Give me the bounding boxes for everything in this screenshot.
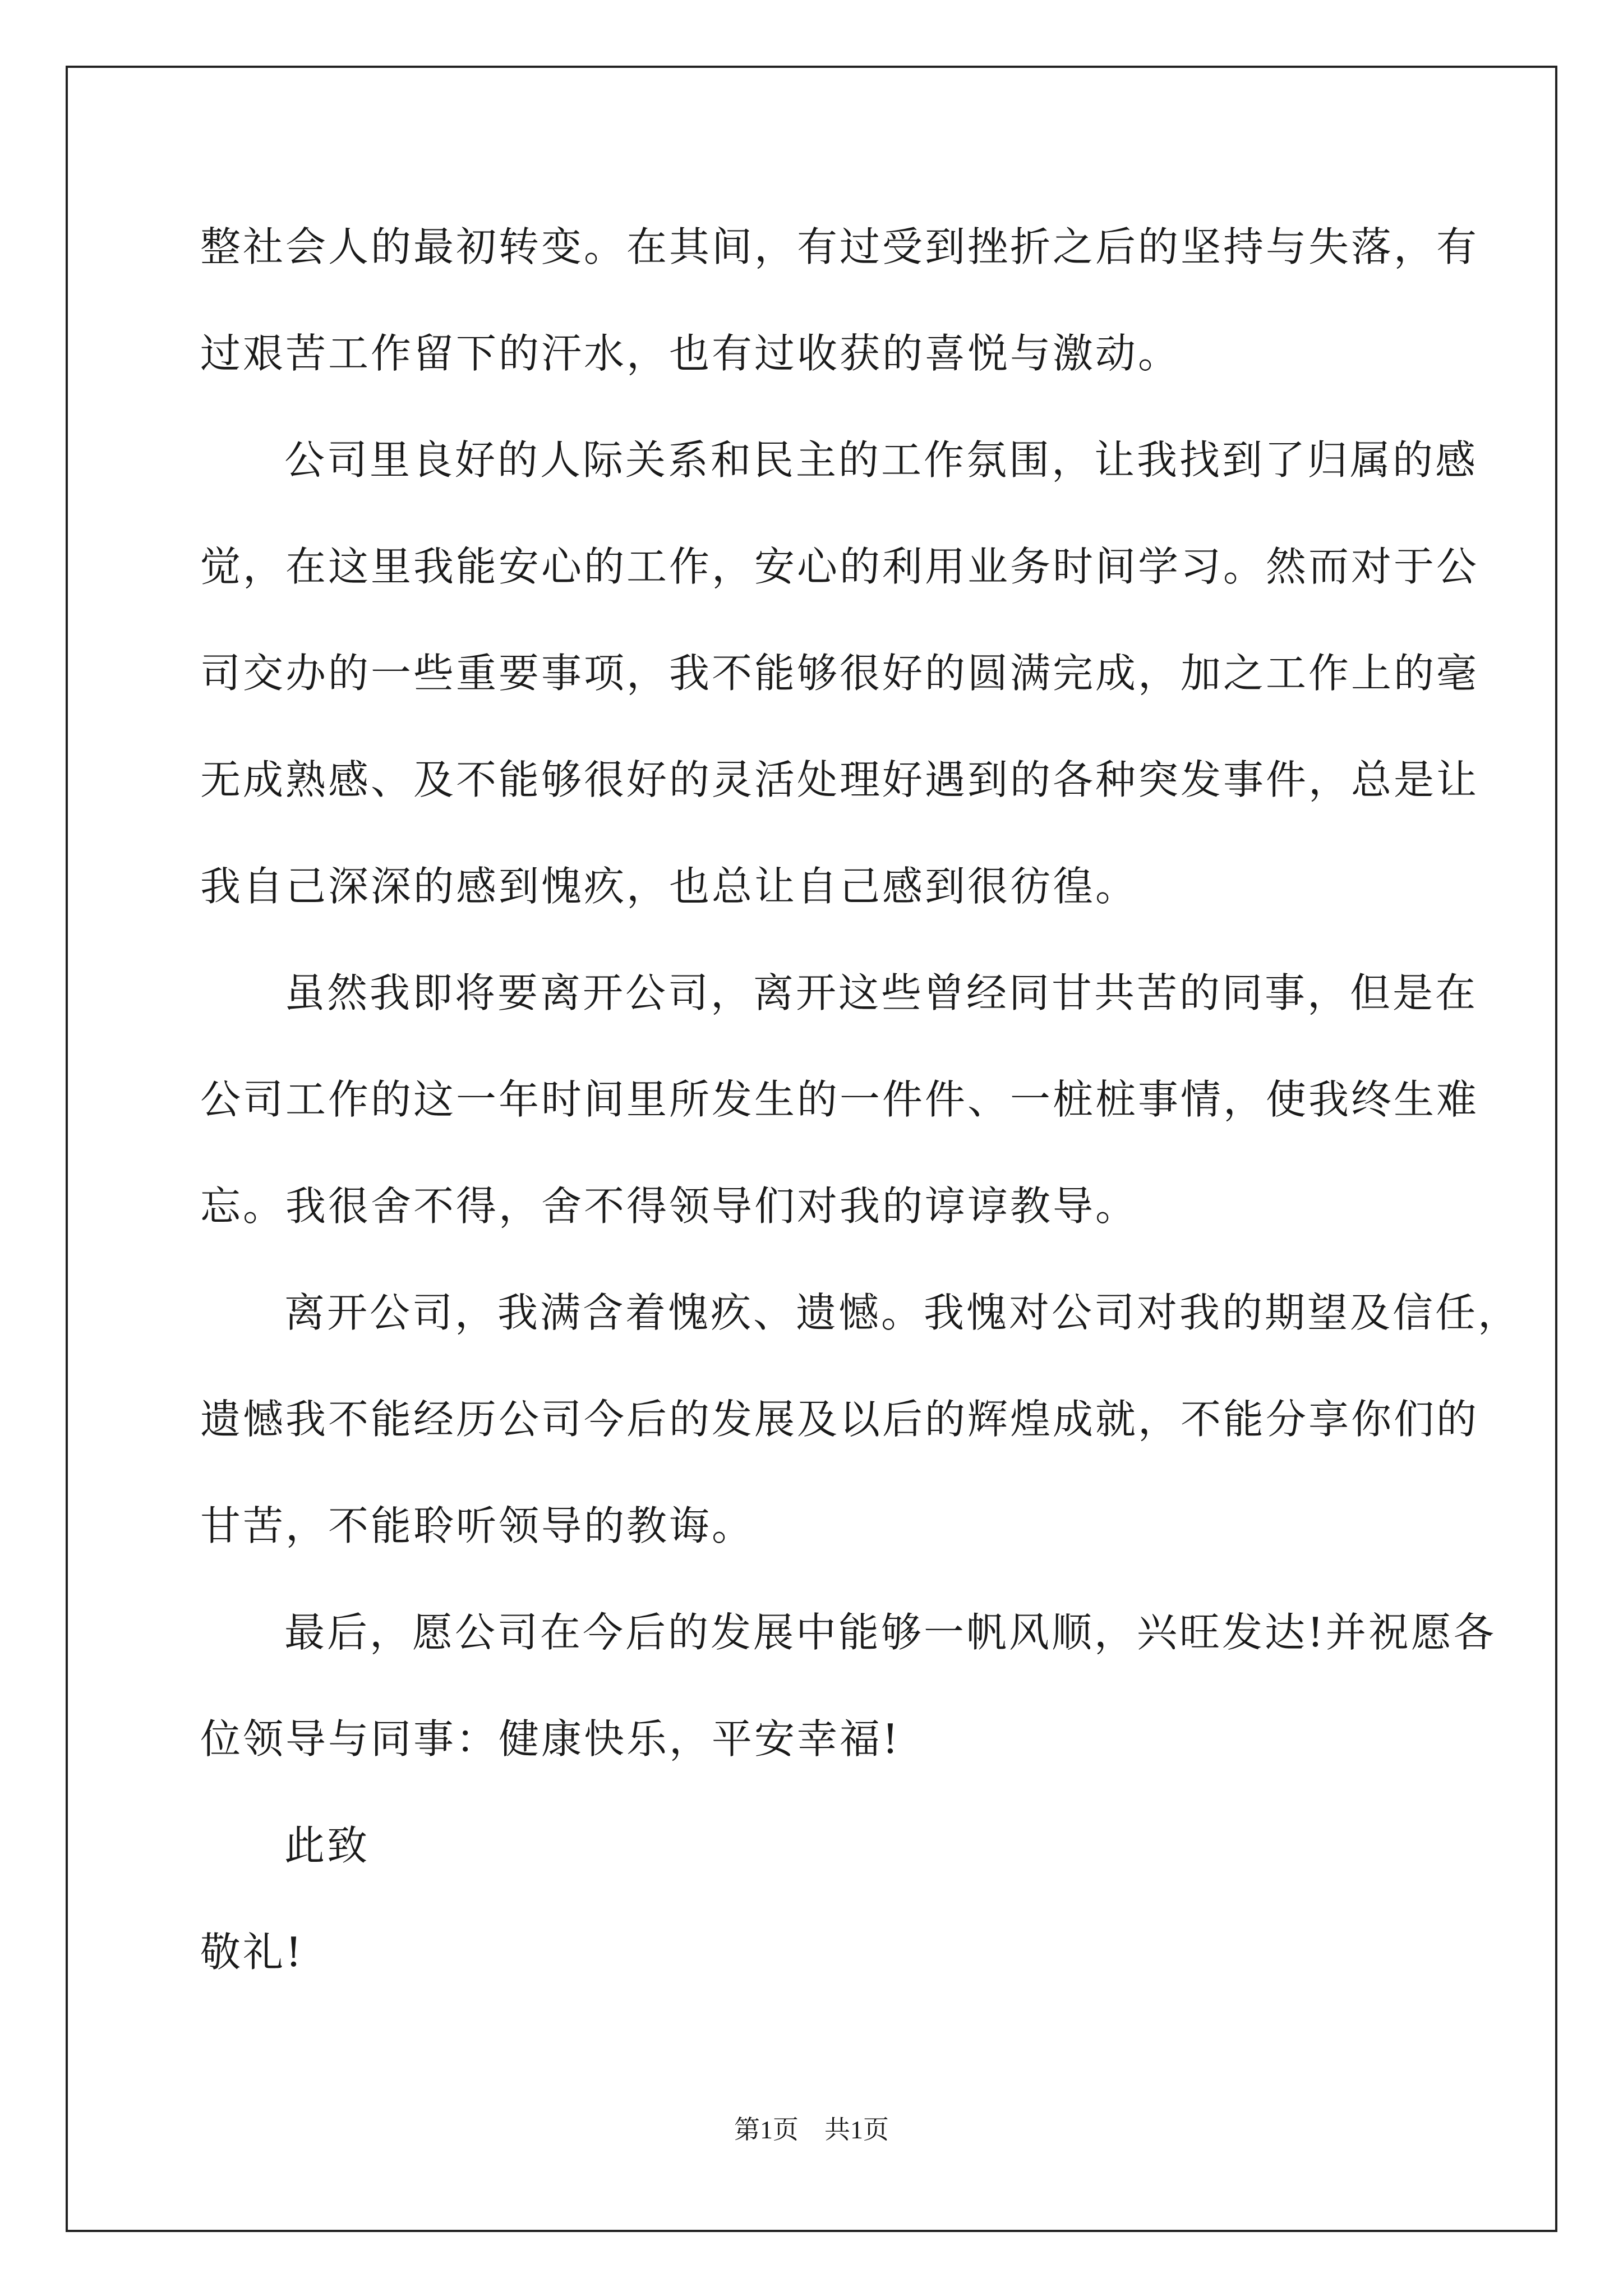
text-line: 位领导与同事：健康快乐，平安幸福!: [200, 1715, 901, 1763]
text-line: 我自己深深的感到愧疚，也总让自己感到很彷徨。: [200, 863, 1138, 910]
paragraph-start: 虽然我即将要离开公司，离开这些曾经同甘共苦的同事，但是在: [284, 969, 1478, 1016]
paragraph-start: 公司里良好的人际关系和民主的工作氛围，让我找到了归属的感: [284, 436, 1478, 484]
text-line: 公司工作的这一年时间里所发生的一件件、一桩桩事情，使我终生难: [200, 1076, 1479, 1123]
text-line: 整社会人的最初转变。在其间，有过受到挫折之后的坚持与失落，有: [200, 223, 1479, 270]
text-line: 无成熟感、及不能够很好的灵活处理好遇到的各种突发事件，总是让: [200, 756, 1479, 803]
page-number: 第1页 共1页: [734, 2115, 889, 2144]
closing-phrase: 此致: [284, 1822, 370, 1869]
document-body: [200, 216, 1521, 2028]
paragraph-start: 最后，愿公司在今后的发展中能够一帆风顺，兴旺发达!并祝愿各: [284, 1609, 1496, 1656]
salutation: 敬礼!: [200, 1929, 304, 1976]
paragraph-start: 离开公司，我满含着愧疚、遗憾。我愧对公司对我的期望及信任，: [284, 1289, 1521, 1336]
text-line: 甘苦，不能聆听领导的教诲。: [200, 1502, 755, 1549]
text-line: 觉，在这里我能安心的工作，安心的利用业务时间学习。然而对于公: [200, 543, 1479, 590]
text-line: 遗憾我不能经历公司今后的发展及以后的辉煌成就，不能分享你们的: [200, 1396, 1479, 1443]
text-line: 过艰苦工作留下的汗水，也有过收获的喜悦与激动。: [200, 330, 1181, 377]
text-line: 司交办的一些重要事项，我不能够很好的圆满完成，加之工作上的毫: [200, 650, 1479, 697]
text-line: 忘。我很舍不得，舍不得领导们对我的谆谆教导。: [200, 1182, 1138, 1230]
